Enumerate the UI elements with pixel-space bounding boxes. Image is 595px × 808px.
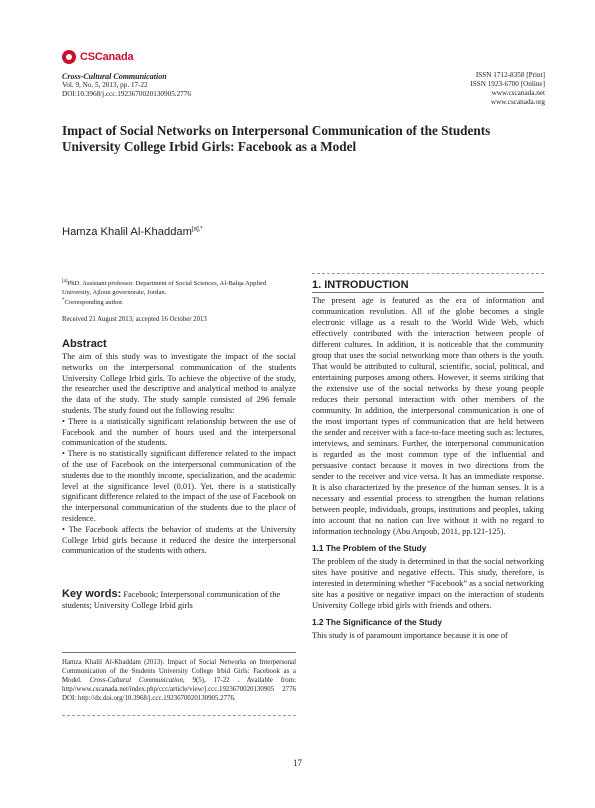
keywords-text: Facebook; Interpersonal communication of the students; University College Irbid girls — [62, 590, 281, 610]
corresponding-author: Corresponding author. — [64, 299, 124, 307]
journal-name: Cross-Cultural Communication — [62, 72, 167, 81]
journal-doi: DOI:10.3968/j.ccc.1923670020130905.2776 — [62, 90, 191, 98]
issn-block — [470, 71, 545, 107]
author-name: Hamza Khalil Al-Khaddam — [62, 226, 192, 238]
cscanada-logo-icon — [62, 50, 76, 64]
intro-top-rule — [312, 273, 544, 274]
citation-link[interactable]: 9(5), 17-22 . Available from: http//www.cscanada.net/index.php/ccc/article/view/j.ccc.1923670020130905 2776 DOI: http://dx.doi.org/10.3968/j.ccc.1923670020130905.2776. — [62, 677, 296, 702]
abstract-bullet-1: • There is a statistically significant relationship between the use of Facebook and the number of hours used and the interpersonal communication of the students. — [62, 416, 296, 448]
journal-header — [62, 50, 322, 99]
publisher-name: CSCanada — [80, 51, 134, 63]
issn-online: ISSN 1923-6700 [Online] — [470, 80, 545, 88]
citation-block — [62, 658, 296, 703]
affiliation — [62, 278, 296, 308]
website-link-org[interactable]: www.cscanada.org — [490, 98, 545, 106]
citation-top-rule — [62, 652, 296, 653]
abstract-bullet-2: • There is no statistically significant difference related to the impact of the use of Facebook on the interpersonal communication of the students due to the monthly income, specialization, and the academic level at the significance level (0.01). Yet, there is a statistically significant difference related to the impact of the use of Facebook on the interpersonal communication of the students due to the place of residence. — [62, 449, 296, 523]
keywords — [62, 589, 296, 611]
introduction-heading: 1. INTRODUCTION — [312, 279, 409, 291]
author-superscript: [a],* — [191, 226, 203, 233]
citation-journal: Cross-Cultural Communication, — [89, 677, 185, 684]
subsection-problem-heading: 1.1 The Problem of the Study — [312, 543, 427, 553]
citation-text: Hamza Khalil Al-Khaddam (2013). Impact of Social Networks on Interpersonal Communication of the Students University College Irbid Girls: Facebook as a Model. — [62, 659, 296, 684]
intro-paragraph-3: This study is of paramount importance because it is one of — [312, 631, 508, 640]
website-link-net[interactable]: www.cscanada.net — [491, 89, 545, 97]
citation-bottom-rule — [62, 715, 296, 716]
article-title: Impact of Social Networks on Interpersonal Communication of the Students University College Irbid Girls: Facebook as a Model — [62, 123, 491, 154]
intro-heading-rule — [312, 292, 544, 293]
received-dates: Received 21 August 2013; accepted 16 October 2013 — [62, 316, 207, 323]
abstract-body — [62, 352, 296, 557]
abstract-bullet-3: • The Facebook affects the behavior of students at the University College Irbid girls because it reduced the desire the interpersonal communication of the students with others. — [62, 524, 296, 556]
intro-paragraph-2: The problem of the study is determined in that the social networking sites have positive and negative effects. This study, therefore, is interested in determining whether “Facebook” as a social networking site has a positive or negative impact on the interaction of students University College irbid girls with friends and others. — [312, 557, 544, 610]
intro-paragraph-1: The present age is featured as the era of information and communication revolution. All of the globe becomes a single electronic village as a result to the World Wide Web, which effectively contributed with the interaction between people of different cultures. In addition, it is noticeable that the community group that uses the social networking more than others is the youth. That would be attributed to cultural, scientific, social, political, and entertaining purposes among others. However, it seems striking that the extensive use of the social networks by these young people reduces their personal interaction with other members of the community. In addition, the interpersonal communication is one of the most important types of communication that are held between the sender and receiver with a face-to-face meeting such as: lectures, interviews, and seminars. Further, the interpersonal communication is regarded as the most common type of the influential and persuasive contact because it moves in two directions from the sender to the receiver and vice versa. It has an immediate response. It is also characterized by the presence of the human senses. It is a necessary and essential process to strengthen the human relations between people, individuals, groups, institutions and peoples, taking into account that no nation can live without it with no regard to information technology (Abu Arqoub, 2011, pp.121-125). — [312, 296, 544, 536]
subsection-significance-heading: 1.2 The Significance of the Study — [312, 617, 443, 627]
journal-volume: Vol. 9, No. 5, 2013, pp. 17-22 — [62, 81, 148, 89]
corresponding-superscript: * — [62, 298, 65, 304]
author-line — [62, 226, 203, 238]
affiliation-text: PhD. Assistant professor. Department of Social Sciences, Al-Balqa Applied University, Ajloun governorate, Jordan. — [62, 280, 267, 296]
abstract-paragraph: The aim of this study was to investigate the impact of the social networks on the interpersonal communication of the students University College Irbid girls. To achieve the objective of the study, the researcher used the descriptive and analytical method to analyze the data of the study. The study sample consisted of 296 female students. The study found out the following results: — [62, 352, 296, 415]
abstract-heading: Abstract — [62, 338, 107, 350]
affiliation-superscript: [a] — [62, 279, 68, 284]
introduction-body — [312, 295, 544, 641]
publisher-logo — [62, 50, 322, 64]
page-number: 17 — [293, 758, 302, 768]
issn-print: ISSN 1712-8358 [Print] — [475, 71, 545, 79]
keywords-label: Key words: — [62, 588, 122, 600]
